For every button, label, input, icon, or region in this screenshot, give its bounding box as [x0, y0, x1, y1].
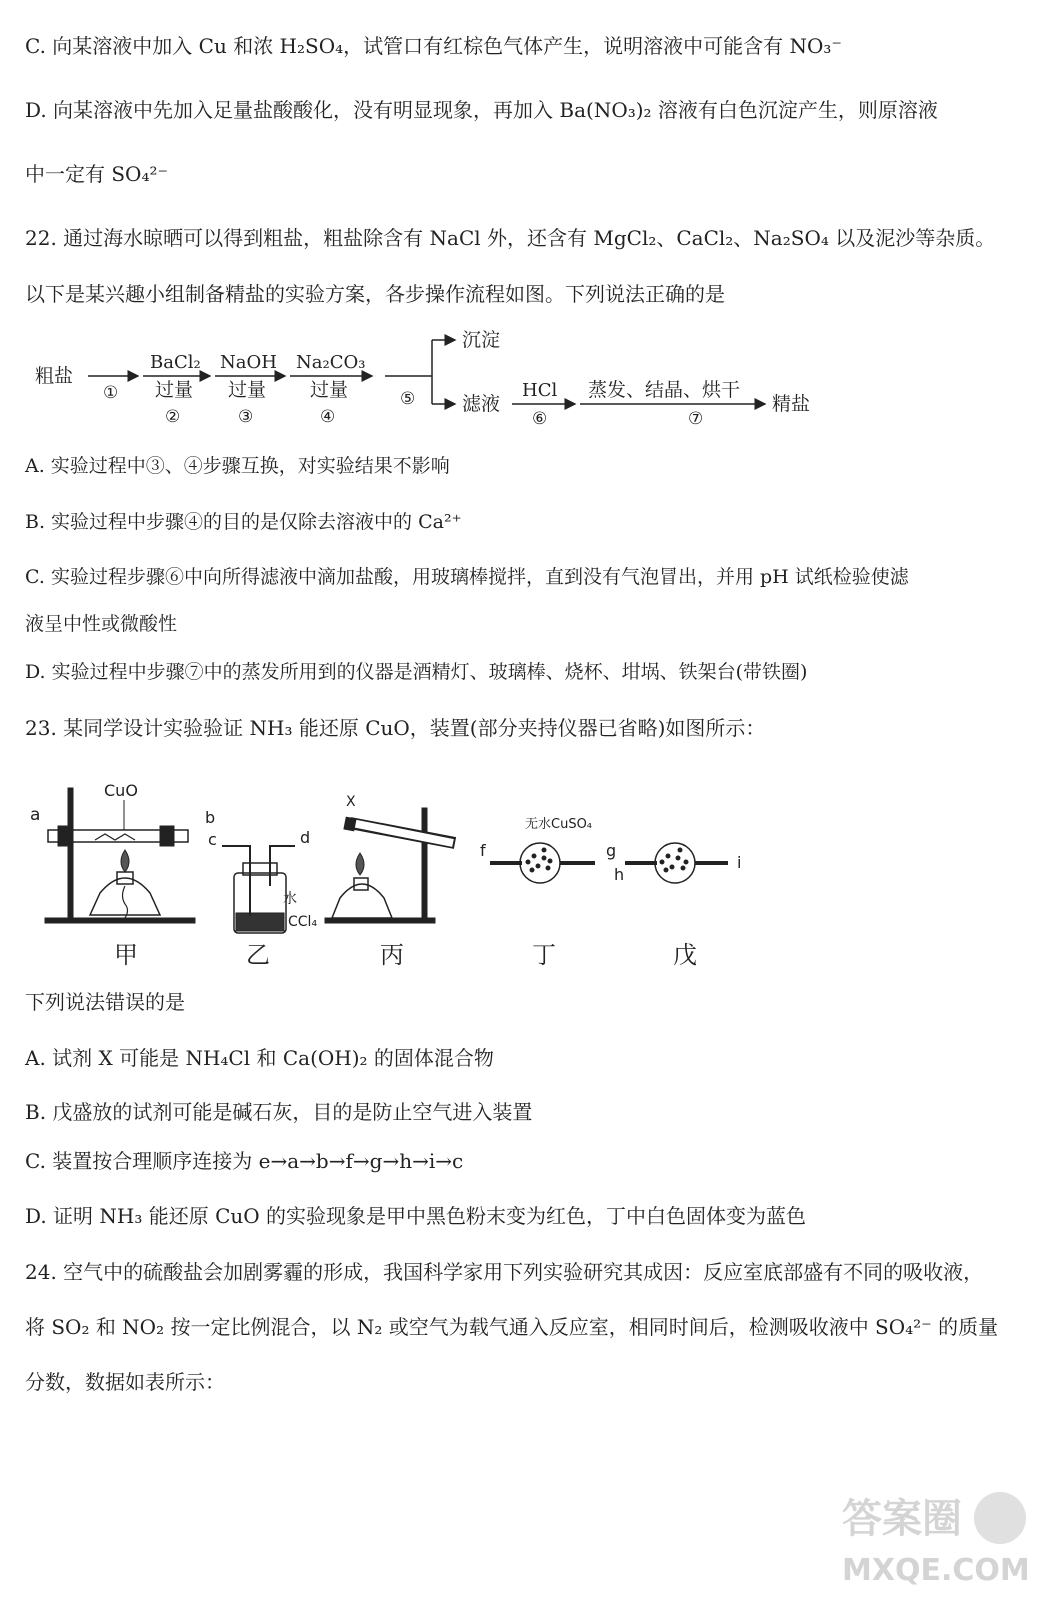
option-21-d-cont: 中一定有 SO₄²⁻ — [25, 162, 169, 186]
apparatus-wu — [625, 843, 728, 883]
flow-reagent3: NaOH — [220, 352, 277, 373]
question-23-stem: 23. 某同学设计实验验证 NH₃ 能还原 CuO，装置(部分夹持仪器已省略)如图所示： — [25, 716, 766, 740]
label-a: a — [30, 805, 41, 825]
question-24-stem-cont: 将 SO₂ 和 NO₂ 按一定比例混合，以 N₂ 或空气为载气通入反应室，相同时间后，检测吸收液中 SO₄²⁻ 的质量 — [25, 1315, 999, 1339]
apparatus-bing — [325, 808, 455, 923]
question-24-stem: 24. 空气中的硫酸盐会加剧雾霾的形成，我国科学家用下列实验研究其成因：反应室底部盛有不同的吸收液， — [25, 1260, 984, 1284]
caption-bing: 丙 — [380, 941, 404, 969]
label-i: i — [737, 853, 742, 872]
label-cuso4: 无水CuSO₄ — [525, 817, 593, 832]
flow-reagent2: BaCl₂ — [150, 352, 201, 373]
apparatus-ding — [490, 843, 595, 883]
option-23-c: C. 装置按合理顺序连接为 e→a→b→f→g→h→i→c — [25, 1149, 464, 1173]
question-22-stem-cont: 以下是某兴趣小组制备精盐的实验方案，各步操作流程如图。下列说法正确的是 — [25, 282, 725, 306]
flow-start: 粗盐 — [35, 365, 74, 387]
flow-step4: ④ — [320, 407, 336, 427]
option-22-d: D. 实验过程中步骤⑦中的蒸发所用到的仪器是酒精灯、玻璃棒、烧杯、坩埚、铁架台(带铁圈) — [25, 661, 808, 683]
flow-excess2: 过量 — [155, 379, 194, 401]
question-22-stem: 22. 通过海水晾晒可以得到粗盐，粗盐除含有 NaCl 外，还含有 MgCl₂、CaCl₂、Na₂SO₄ 以及泥沙等杂质。 — [25, 226, 996, 250]
caption-jia: 甲 — [114, 941, 138, 969]
label-h: h — [614, 865, 625, 884]
label-g: g — [606, 841, 617, 860]
caption-wu: 戊 — [673, 941, 697, 969]
label-x: X — [346, 794, 356, 810]
option-22-b: B. 实验过程中步骤④的目的是仅除去溶液中的 Ca²⁺ — [25, 511, 462, 533]
option-23-a: A. 试剂 X 可能是 NH₄Cl 和 Ca(OH)₂ 的固体混合物 — [25, 1046, 494, 1070]
flow-reagent6: HCl — [522, 380, 558, 401]
apparatus-yi — [222, 846, 295, 933]
watermark-logo-text: 答案圈 — [842, 1496, 962, 1542]
option-21-d: D. 向某溶液中先加入足量盐酸酸化，没有明显现象，再加入 Ba(NO₃)₂ 溶液有白色沉淀产生，则原溶液 — [25, 98, 938, 122]
option-22-a: A. 实验过程中③、④步骤互换，对实验结果不影响 — [25, 455, 450, 477]
flow-reagent4: Na₂CO₃ — [296, 352, 366, 373]
label-b: b — [205, 808, 216, 827]
apparatus-diagram — [0, 768, 1042, 978]
flow-ops7: 蒸发、结晶、烘干 — [588, 379, 741, 401]
flow-step2: ② — [165, 407, 181, 427]
flow-step1: ① — [103, 383, 119, 403]
label-ccl4: CCl₄ — [288, 914, 318, 930]
label-cuo: CuO — [104, 781, 138, 800]
question-24-stem-end: 分数，数据如表所示： — [25, 1370, 225, 1394]
watermark-logo — [830, 1480, 1035, 1595]
flow-precipitate: 沉淀 — [462, 329, 501, 351]
watermark-site: MXQE.COM — [842, 1553, 1030, 1588]
caption-yi: 乙 — [246, 941, 270, 969]
apparatus-jia — [45, 788, 195, 923]
option-23-d: D. 证明 NH₃ 能还原 CuO 的实验现象是甲中黑色粉末变为红色，丁中白色固体变为蓝色 — [25, 1204, 807, 1228]
flow-step7: ⑦ — [688, 409, 704, 429]
flow-filtrate: 滤液 — [462, 393, 501, 415]
label-f: f — [480, 841, 486, 860]
flow-excess4: 过量 — [310, 379, 349, 401]
option-22-c: C. 实验过程步骤⑥中向所得滤液中滴加盐酸，用玻璃棒搅拌，直到没有气泡冒出，并用 pH 试纸检验使滤 — [25, 566, 909, 588]
option-22-c-cont: 液呈中性或微酸性 — [25, 613, 178, 635]
option-23-b: B. 戊盛放的试剂可能是碱石灰，目的是防止空气进入装置 — [25, 1100, 533, 1124]
question-23-prompt: 下列说法错误的是 — [25, 990, 185, 1014]
flow-excess3: 过量 — [228, 379, 267, 401]
label-c: c — [208, 830, 217, 849]
purification-flowchart — [0, 320, 1042, 440]
flow-step5: ⑤ — [400, 389, 416, 409]
flow-product: 精盐 — [772, 393, 811, 415]
flow-step3: ③ — [238, 407, 254, 427]
label-d: d — [300, 828, 311, 847]
caption-ding: 丁 — [532, 941, 556, 969]
flow-step6: ⑥ — [532, 409, 548, 429]
option-21-c: C. 向某溶液中加入 Cu 和浓 H₂SO₄，试管口有红棕色气体产生，说明溶液中可能含有 NO₃⁻ — [25, 34, 842, 58]
label-water: 水 — [283, 891, 297, 907]
